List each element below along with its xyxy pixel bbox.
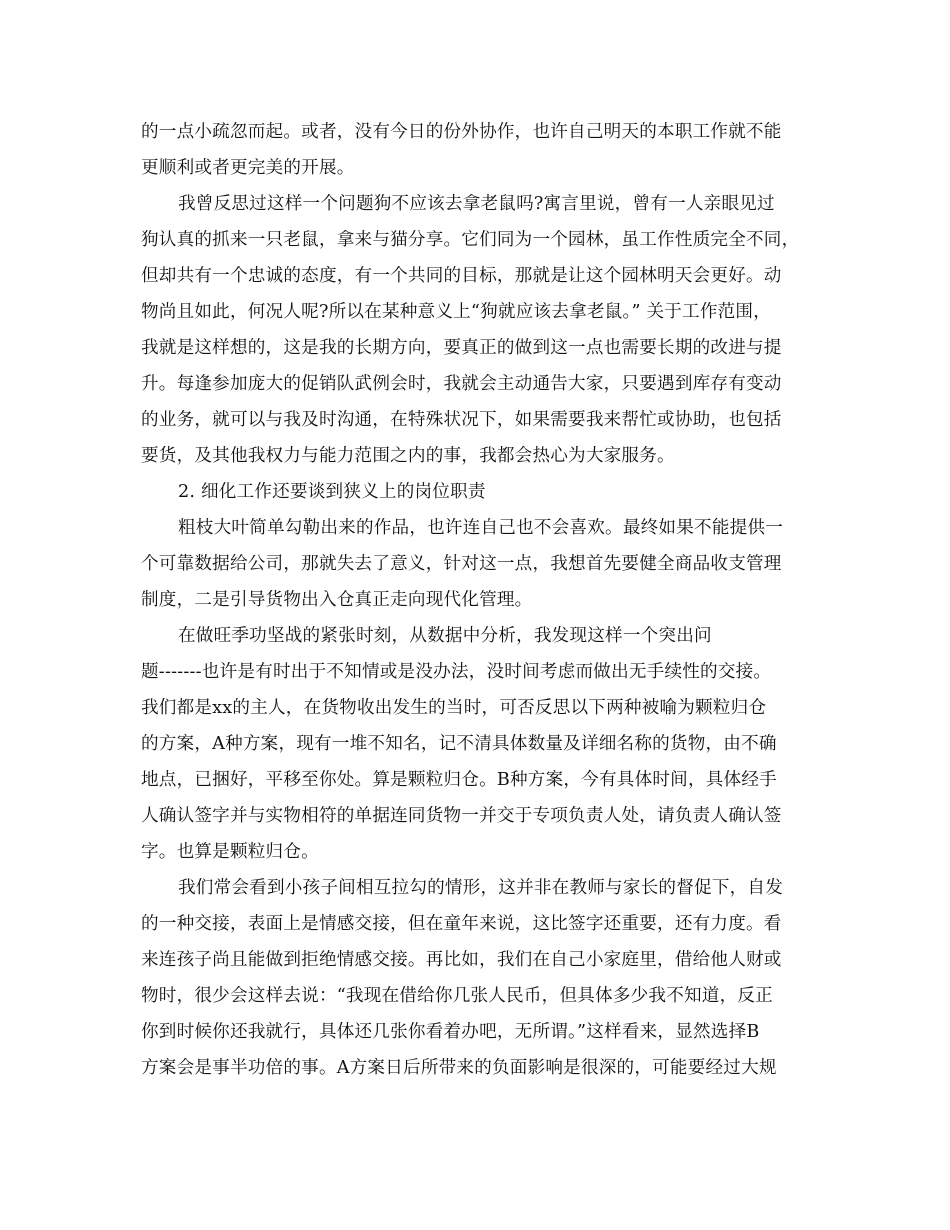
text-line: 的一点小疏忽而起。或者，没有今日的份外协作，也许自己明天的本职工作就不能: [141, 122, 782, 142]
text-line: 你到时候你还我就行，具体还几张你看着办吧，无所谓。”这样看来，显然选择B: [141, 1022, 760, 1042]
paragraph-start-line: 我曾反思过这样一个问题狗不应该去拿老鼠吗?寓言里说，曾有一人亲眼见过: [178, 194, 775, 214]
text-line: 更顺利或者更完美的开展。: [141, 158, 355, 178]
text-line: 我就是这样想的，这是我的长期方向，要真正的做到这一点也需要长期的改进与提: [141, 338, 782, 358]
text-line: 地点，已捆好，平移至你处。算是颗粒归仓。B种方案，今有具体时间，具体经手: [141, 770, 777, 790]
paragraph-start-line: 粗枝大叶简单勾勒出来的作品，也许连自己也不会喜欢。最终如果不能提供一: [178, 518, 783, 538]
text-line: 的业务，就可以与我及时沟通，在特殊状况下，如果需要我来帮忙或协助，也包括: [141, 410, 782, 430]
text-line: 的一种交接，表面上是情感交接，但在童年来说，这比签字还重要，还有力度。看: [141, 914, 782, 934]
text-line: 狗认真的抓来一只老鼠，拿来与猫分享。它们同为一个园林，虽工作性质完全不同，: [141, 230, 800, 250]
text-line: 我们都是xx的主人，在货物收出发生的当时，可否反思以下两种被喻为颗粒归仓: [141, 698, 767, 718]
text-line: 来连孩子尚且能做到拒绝情感交接。再比如，我们在自己小家庭里，借给他人财或: [141, 950, 782, 970]
section-heading: 2. 细化工作还要谈到狭义上的岗位职责: [178, 482, 486, 502]
text-line: 物时，很少会这样去说：“我现在借给你几张人民币，但具体多少我不知道，反正: [141, 986, 773, 1006]
text-line: 升。每逢参加庞大的促销队武例会时，我就会主动通告大家，只要遇到库存有变动: [141, 374, 782, 394]
text-line: 个可靠数据给公司，那就失去了意义，针对这一点，我想首先要健全商品收支管理: [141, 554, 782, 574]
paragraph-start-line: 在做旺季功坚战的紧张时刻，从数据中分析，我发现这样一个突出问: [178, 626, 712, 646]
text-line: 方案会是事半功倍的事。A方案日后所带来的负面影响是很深的，可能要经过大规: [141, 1058, 777, 1078]
text-line: 但却共有一个忠诚的态度，有一个共同的目标，那就是让这个园林明天会更好。动: [141, 266, 782, 286]
text-line: 制度，二是引导货物出入仓真正走向现代化管理。: [141, 590, 533, 610]
text-line: 题-------也许是有时出于不知情或是没办法，没时间考虑而做出无手续性的交接。: [141, 662, 772, 682]
text-line: 字。也算是颗粒归仓。: [141, 842, 319, 862]
text-line: 要货，及其他我权力与能力范围之内的事，我都会热心为大家服务。: [141, 446, 675, 466]
text-line: 物尚且如此，何况人呢?所以在某种意义上“狗就应该去拿老鼠。” 关于工作范围，: [141, 302, 772, 322]
text-line: 的方案，A种方案，现有一堆不知名，记不清具体数量及详细名称的货物，由不确: [141, 734, 777, 754]
text-line: 人确认签字并与实物相符的单据连同货物一并交于专项负责人处，请负责人确认签: [141, 806, 782, 826]
paragraph-start-line: 我们常会看到小孩子间相互拉勾的情形，这并非在教师与家长的督促下，自发: [178, 878, 783, 898]
